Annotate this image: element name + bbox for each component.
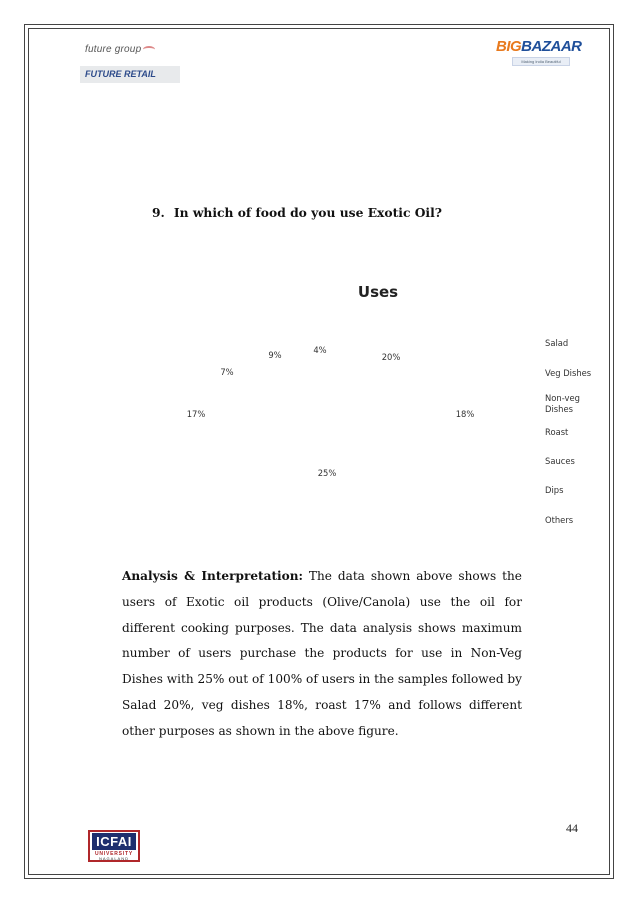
page-border-inner [28,28,610,875]
legend-item-sauces: Sauces [545,456,575,466]
big-bazaar-logo: BIGBAZAAR Making India Beautiful [496,38,582,64]
analysis-body: The data shown above shows the users of Exotic oil products (Olive/Canola) use the oil for different cooking purposes. The data analysis shows maximum number of users purchase the products for use in Non-Veg Dishes with 25% out of 100% of users in the samples followed by Salad 20%, veg dishes 18%, roast 17% and follows different other purposes as shown in the above figure. [122,569,522,738]
question-number: 9. [152,205,165,220]
slice-label-dips: 9% [268,350,282,360]
chart-title: Uses [357,283,399,301]
legend-item-dips: Dips [545,485,564,495]
legend-item-roast: Roast [545,427,569,437]
slice-label-roast: 17% [186,409,206,419]
slice-label-sauces: 7% [220,367,234,377]
question-text: In which of food do you use Exotic Oil? [173,205,442,220]
legend-item-non-veg-dishes: Non-veg Dishes [545,393,580,414]
future-retail-logo: FUTURE RETAIL [80,66,180,83]
future-group-logo: future group [85,44,155,55]
question-heading [152,205,442,220]
legend-item-veg-dishes: Veg Dishes [545,368,592,378]
page-number: 44 [566,821,578,835]
analysis-paragraph [122,564,522,745]
slice-label-veg-dishes: 18% [455,409,475,419]
slice-label-non-veg-dishes: 25% [317,468,337,478]
slice-label-others: 4% [313,345,327,355]
icfai-university-logo: ICFAI UNIVERSITY NAGALAND [88,830,140,862]
legend-item-others: Others [545,515,574,525]
legend-item-salad: Salad [545,338,569,348]
analysis-heading: Analysis & Interpretation: [122,569,303,583]
slice-label-salad: 20% [381,352,401,362]
